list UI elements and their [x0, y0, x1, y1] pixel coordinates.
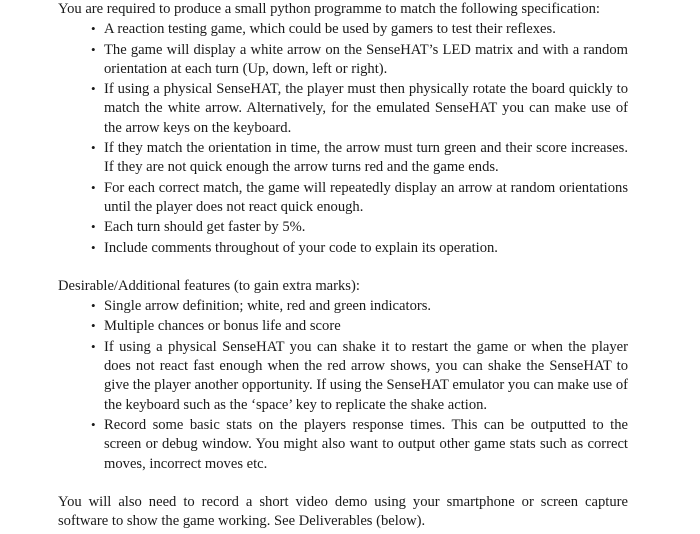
bullet-icon: •: [91, 338, 96, 354]
specification-list: [58, 19, 628, 258]
list-item: • If they match the orientation in time, the arrow must turn green and their score increases. If they are not quick enough the arrow turns red and the game ends.: [91, 140, 628, 176]
desirable-heading: Desirable/Additional features (to gain extra marks):: [58, 277, 360, 294]
list-item: • Record some basic stats on the players response times. This can be outputted to the screen or debug window. You might also want to output other game stats such as correct moves, incorrect moves etc.: [91, 416, 628, 472]
desirable-features-list: [58, 296, 628, 474]
list-item: • Include comments throughout of your code to explain its operation.: [91, 239, 498, 256]
bullet-icon: •: [91, 318, 96, 334]
list-item: • Multiple chances or bonus life and score: [91, 318, 341, 335]
list-item: • For each correct match, the game will repeatedly display an arrow at random orientations until the player does not react quick enough.: [91, 179, 628, 215]
bullet-icon: •: [91, 239, 96, 255]
section-spacer: [58, 474, 628, 493]
list-item: • If using a physical SenseHAT, the player must then physically rotate the board quickly to match the white arrow. Alternatively, for the emulated SenseHAT you can make use of the arrow keys on the keyboard.: [91, 81, 628, 136]
bullet-icon: •: [91, 298, 96, 314]
bullet-icon: •: [91, 140, 96, 156]
bullet-icon: •: [91, 81, 96, 97]
closing-paragraph: You will also need to record a short video demo using your smartphone or screen capture software to show the game working. See Deliverables (below).: [58, 493, 628, 530]
bullet-icon: •: [91, 179, 96, 195]
document-body: [58, 0, 628, 531]
section-spacer: [58, 258, 628, 277]
list-item: • Single arrow definition; white, red and green indicators.: [91, 298, 432, 315]
list-item: • If using a physical SenseHAT you can shake it to restart the game or when the player does not react fast enough when the red arrow shows, you can shake the SenseHAT to give the player another opportunity. If using the SenseHAT emulator you can make use of the keyboard such as the ‘space’ key to replicate the shake action.: [91, 338, 628, 413]
bullet-icon: •: [91, 41, 96, 57]
list-item: • The game will display a white arrow on the SenseHAT’s LED matrix and with a random orientation at each turn (Up, down, left or right).: [91, 41, 628, 77]
bullet-icon: •: [91, 416, 96, 432]
intro-paragraph: You are required to produce a small python programme to match the following specification:: [58, 1, 600, 17]
list-item: • Each turn should get faster by 5%.: [91, 219, 306, 236]
bullet-icon: •: [91, 219, 96, 235]
bullet-icon: •: [91, 21, 96, 37]
list-item: • A reaction testing game, which could be used by gamers to test their reflexes.: [91, 21, 556, 38]
